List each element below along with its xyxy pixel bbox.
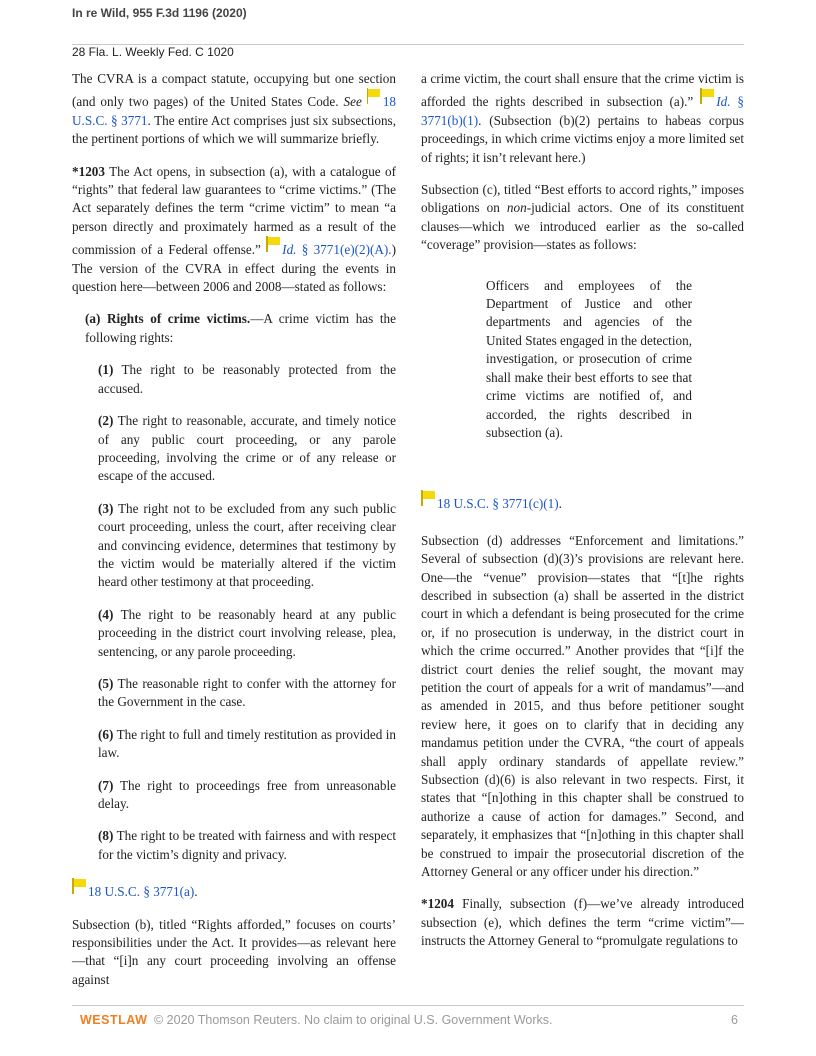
right-item: (1) The right to be reasonably protected from the accused. [98,362,396,396]
citation-link[interactable]: Id. § 3771(b)(1) [421,94,745,128]
westlaw-logo: WESTLAW [80,1013,148,1027]
page-number: 6 [731,1013,738,1027]
star-page: *1203 [72,163,105,179]
right-item: (5) The reasonable right to confer with the attorney for the Government in the case. [98,675,396,710]
paragraph: *1203 The Act opens, in subsection (a), with a catalogue of “rights” that federal law guarantees to “crime victims.” (The Act separately defines the term “crime victim” to mean “a person directly and proximately harmed as a result of the commission of a Federal offense.” Id. § 3771(e)(2)(A).) The version of the CVRA in effect during the events in question here—between 2006 and 2008—stated as follows: [72,163,396,295]
keycite-flag-icon[interactable] [72,878,86,894]
keycite-flag-icon[interactable] [266,236,280,252]
paragraph: *1204 Finally, subsection (f)—we’ve already introduced subsection (e), which defines the term “crime victim”—instructs the Attorney General to “promulgate regulations to [421,896,744,949]
right-item: (4) The right to be reasonably heard at any public proceeding in the district court involving release, plea, sentencing, or any parole proceeding. [98,606,396,659]
left-column [72,70,396,1003]
right-item: (6) The right to full and timely restitution as provided in law. [98,726,396,761]
citation: 18 U.S.C. § 3771(c)(1). [421,490,744,513]
citation-link[interactable]: 18 U.S.C. § 3771(c)(1) [437,496,559,512]
right-item: (3) The right not to be excluded from any such public court proceeding, unless the court, after receiving clear and convincing evidence, determines that testimony by the victim would be materially altered if the victim heard other testimony at that proceeding. [98,500,396,590]
right-item: (7) The right to proceedings free from unreasonable delay. [98,777,396,811]
rights-list [72,361,396,864]
paragraph: Subsection (d) addresses “Enforcement and limitations.” Several of subsection (d)(3)’s provisions are relevant here. One—the “venue” provision—states that “[t]he rights described in subsection (a) shall be asserted in the district court in which a defendant is being prosecuted for the crime or, if no prosecution is underway, in the district court in which the crime occurred.” Another provides that “[i]f the district court denies the relief sought, the movant may petition the court of appeals for a writ of mandamus”—and as amended in 2015, and thus before petitioner sought review here, it goes on to clarify that in deciding any mandamus petition under the CVRA, “the court of appeals shall apply ordinary standards of appellate review.” Subsection (d)(6) is also relevant in two respects. First, it states that “[n]othing in this chapter shall be construed to authorize a cause of action for damages.” Second, and separately, it emphasizes that “[n]othing in this chapter shall be construed to impair the prosecutorial discretion of the Attorney General or any officer under his direction.” [421,532,744,880]
citation-link[interactable]: Id. § 3771(e)(2)(A). [282,242,392,258]
paragraph: a crime victim, the court shall ensure that the crime victim is afforded the rights described in subsection (a).” Id. § 3771(b)(1). (Subsection (b)(2) pertains to habeas corpus proceedings, in which crime victims enjoy a more limited set of rights; it isn’t relevant here.) [421,71,745,165]
copyright-notice: © 2020 Thomson Reuters. No claim to original U.S. Government Works. [154,1013,553,1027]
block-quote: Officers and employees of the Department of Justice and other departments and agencies of the United States engaged in the detection, investigation, or prosecution of crime shall make their best efforts to see that crime victims are notified of, and accorded, the rights described in subsection (a). [486,277,692,440]
right-item: (8) The right to be treated with fairness and with respect for the victim’s dignity and privacy. [98,828,396,862]
paragraph: Subsection (b), titled “Rights afforded,” focuses on courts’ responsibilities under the Act. It provides—as relevant here—that “[i]n any court proceeding involving an offense against [72,916,396,987]
rights-heading: (a) Rights of crime victims.—A crime victim has the following rights: [85,311,396,345]
paragraph: The CVRA is a compact statute, occupying but one section (and only two pages) of the United States Code. See 18 U.S.C. § 3771. The entire Act comprises just six subsections, the pertinent portions of which we will summarize briefly. [72,71,397,147]
right-column [421,70,744,965]
footer-divider [72,1005,744,1006]
reporter-citation: 28 Fla. L. Weekly Fed. C 1020 [72,45,234,59]
star-page: *1204 [421,896,454,912]
paragraph: Subsection (c), titled “Best efforts to accord rights,” imposes obligations on non-judicial actors. One of its constituent clauses—which we introduced earlier as the so-called “coverage” provision—states as follows: [421,182,744,253]
keycite-flag-icon[interactable] [700,88,714,104]
case-title: In re Wild, 955 F.3d 1196 (2020) [72,6,247,20]
citation: 18 U.S.C. § 3771(a). [72,878,396,901]
citation-link[interactable]: 18 U.S.C. § 3771 [72,94,397,128]
citation-link[interactable]: 18 U.S.C. § 3771(a) [88,884,195,900]
keycite-flag-icon[interactable] [367,88,381,104]
page-footer [72,1005,744,1049]
keycite-flag-icon[interactable] [421,490,435,506]
right-item: (2) The right to reasonable, accurate, and timely notice of any public court proceeding, or any parole proceeding, involving the crime or of any release or escape of the accused. [98,413,396,484]
